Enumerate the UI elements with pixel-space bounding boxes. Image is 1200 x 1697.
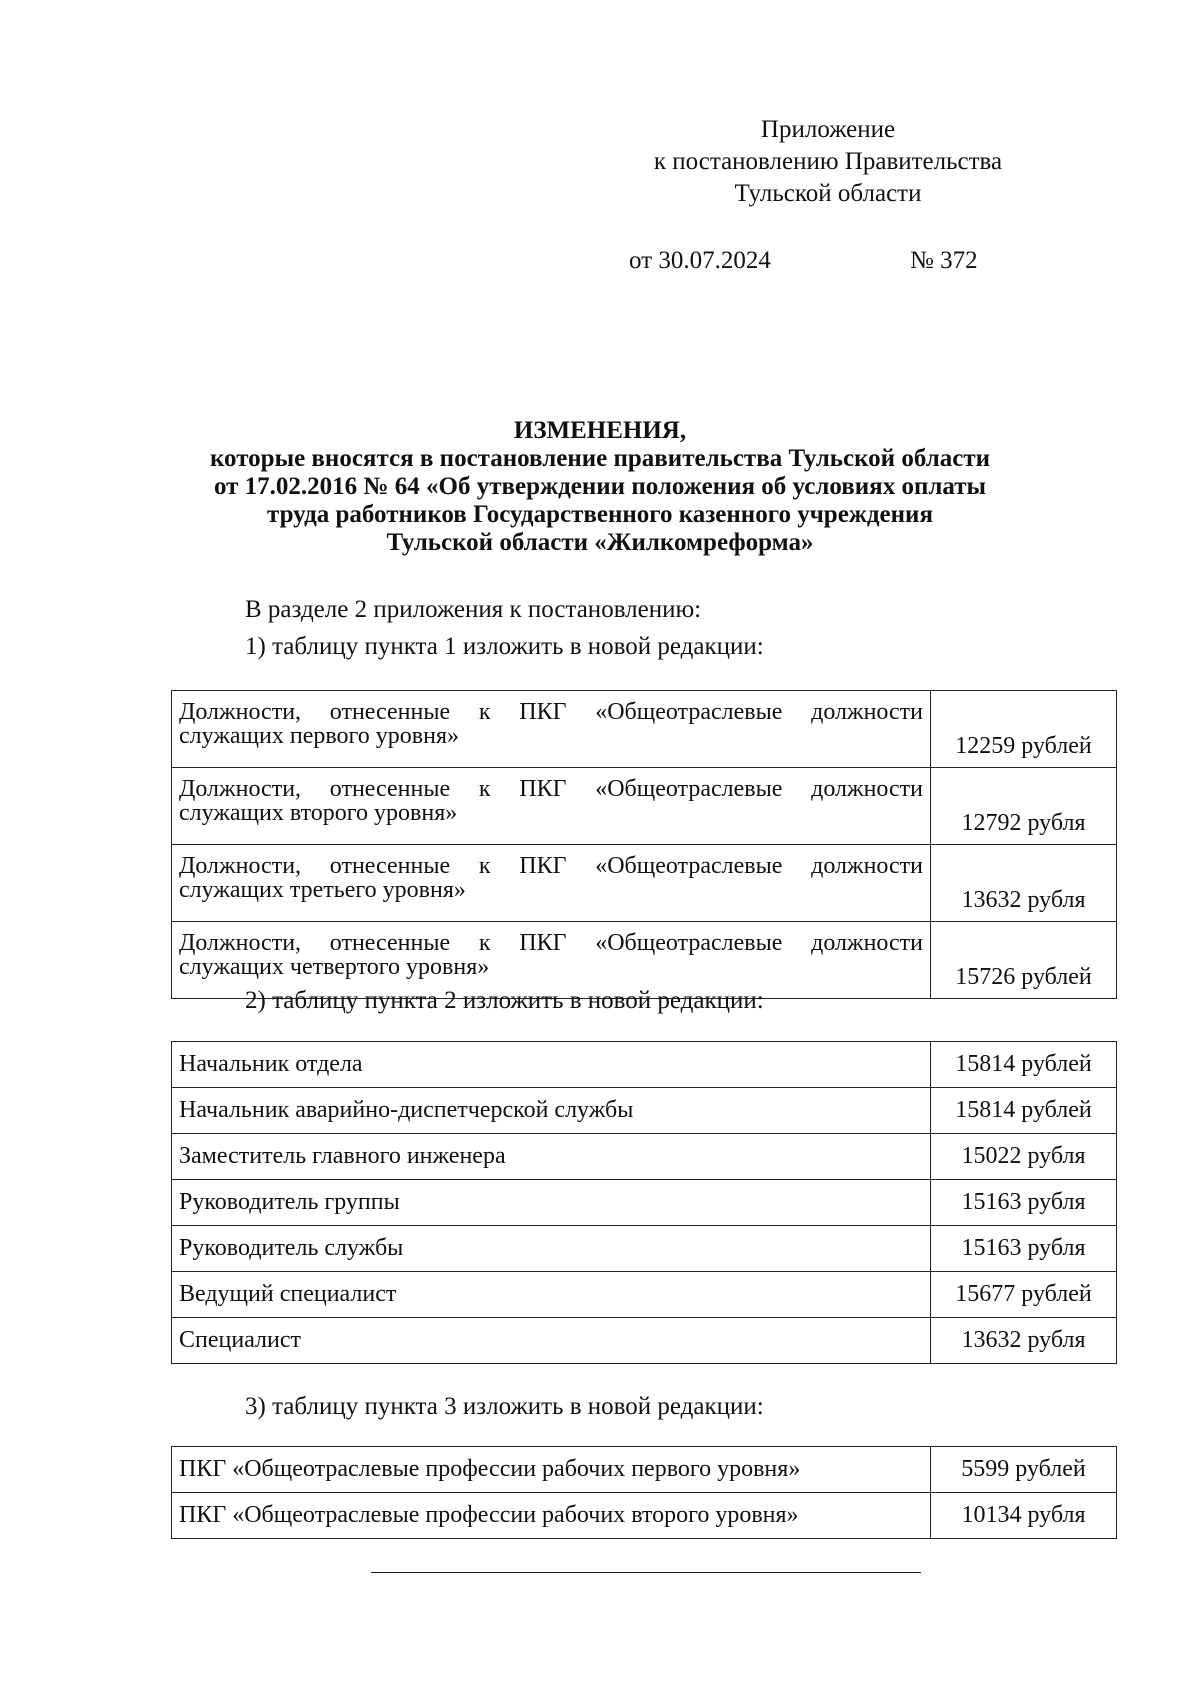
position-cell: [172, 691, 931, 768]
position-cell: Руководитель службы: [172, 1226, 931, 1272]
title-line: труда работников Государственного казенного учреждения: [267, 501, 933, 528]
title-line: Тульской области «Жилкомреформа»: [386, 529, 814, 556]
position-cell: ПКГ «Общеотраслевые профессии рабочих первого уровня»: [172, 1447, 931, 1493]
section3-heading: 3) таблицу пункта 3 изложить в новой редакции:: [245, 1393, 764, 1420]
appendix-line: Тульской области: [734, 180, 922, 207]
position-line: служащих четвертого уровня»: [179, 954, 490, 980]
salary-cell: 15677 рублей: [931, 1272, 1117, 1318]
salary-cell: 15814 рублей: [931, 1042, 1117, 1088]
position-cell: [172, 845, 931, 922]
position-line: Должности, отнесенные к ПКГ «Общеотраслевые должности: [179, 699, 923, 725]
position-line: служащих первого уровня»: [179, 723, 459, 749]
table-row: [172, 1134, 1117, 1180]
table-row: [172, 1042, 1117, 1088]
appendix-header: [608, 114, 1048, 210]
table-row: [172, 845, 1117, 922]
position-line: служащих второго уровня»: [179, 800, 458, 826]
position-line: служащих третьего уровня»: [179, 877, 466, 903]
position-cell: Начальник аварийно-диспетчерской службы: [172, 1088, 931, 1134]
salary-table-3: [171, 1446, 1117, 1539]
table-row: [172, 1226, 1117, 1272]
salary-cell: 10134 рубля: [931, 1493, 1117, 1539]
table-row: [172, 1272, 1117, 1318]
table-row: [172, 691, 1117, 768]
salary-cell: 12792 рубля: [931, 768, 1117, 845]
title-line: которые вносятся в постановление правительства Тульской области: [209, 445, 991, 472]
position-cell: [172, 768, 931, 845]
title-line: ИЗМЕНЕНИЯ,: [513, 417, 687, 444]
position-line: Должности, отнесенные к ПКГ «Общеотраслевые должности: [179, 853, 923, 879]
position-cell: Начальник отдела: [172, 1042, 931, 1088]
position-line: Должности, отнесенные к ПКГ «Общеотраслевые должности: [179, 930, 923, 956]
salary-cell: 15022 рубля: [931, 1134, 1117, 1180]
table-row: [172, 1088, 1117, 1134]
position-cell: ПКГ «Общеотраслевые профессии рабочих второго уровня»: [172, 1493, 931, 1539]
salary-cell: 13632 рубля: [931, 845, 1117, 922]
position-cell: Заместитель главного инженера: [172, 1134, 931, 1180]
salary-cell: 5599 рублей: [931, 1447, 1117, 1493]
table-row: [172, 1318, 1117, 1364]
intro-paragraph: В разделе 2 приложения к постановлению:: [245, 596, 702, 623]
salary-cell: 15163 рубля: [931, 1226, 1117, 1272]
closing-divider: [371, 1572, 921, 1573]
salary-cell: 12259 рублей: [931, 691, 1117, 768]
table-row: [172, 1180, 1117, 1226]
salary-cell: 15814 рублей: [931, 1088, 1117, 1134]
salary-table-2: [171, 1041, 1117, 1364]
appendix-line: Приложение: [760, 116, 896, 143]
position-line: Должности, отнесенные к ПКГ «Общеотраслевые должности: [179, 776, 923, 802]
table-row: [172, 1447, 1117, 1493]
title-line: от 17.02.2016 № 64 «Об утверждении положения об условиях оплаты: [213, 473, 987, 500]
position-cell: Ведущий специалист: [172, 1272, 931, 1318]
salary-cell: 15163 рубля: [931, 1180, 1117, 1226]
table-row: [172, 768, 1117, 845]
appendix-line: к постановлению Правительства: [653, 148, 1003, 175]
document-date: от 30.07.2024: [629, 247, 771, 274]
salary-table-1: [171, 690, 1117, 999]
section1-heading: 1) таблицу пункта 1 изложить в новой редакции:: [245, 633, 764, 660]
section2-heading: 2) таблицу пункта 2 изложить в новой редакции:: [245, 987, 764, 1014]
document-title: [150, 417, 1050, 557]
salary-cell: 13632 рубля: [931, 1318, 1117, 1364]
table-row: [172, 1493, 1117, 1539]
salary-cell: 15726 рублей: [931, 922, 1117, 999]
position-cell: Руководитель группы: [172, 1180, 931, 1226]
document-number: № 372: [910, 247, 978, 274]
position-cell: Специалист: [172, 1318, 931, 1364]
